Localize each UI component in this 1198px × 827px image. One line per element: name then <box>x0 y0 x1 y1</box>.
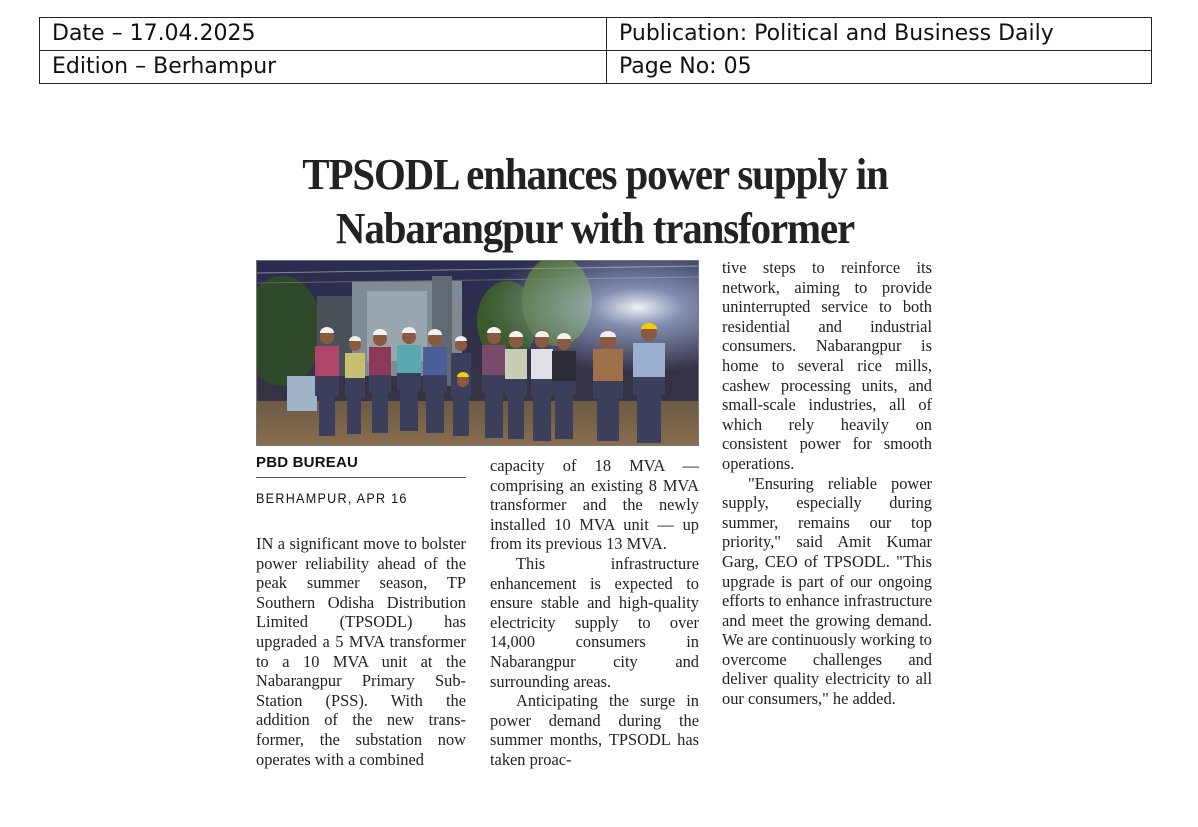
byline-divider <box>256 477 466 478</box>
paragraph: This infrastructure enhancement is expected to ensure stable and high-quality electricity supply to over 14,000 consumers in Nabarangpur city and surrounding areas. <box>490 553 699 691</box>
article-byline <box>256 454 466 506</box>
date-cell: Date – 17.04.2025 <box>40 18 607 51</box>
headline-line-2: Nabarangpur with transformer <box>335 204 855 253</box>
edition-cell: Edition – Berhampur <box>40 51 607 84</box>
publication-cell: Publication: Political and Business Daily <box>607 18 1152 51</box>
page-number-cell: Page No: 05 <box>607 51 1152 84</box>
paragraph: capacity of 18 MVA — comprising an existing 8 MVA transformer and the newly installed 10 MVA unit — up from its previous 13 MVA. <box>490 456 699 554</box>
paragraph: tive steps to reinforce its network, aiming to provide uninterrupted service to both residential and industrial consumers. Nabarangpur is home to several rice mills, cashew processing units, and small-scale industries, all of which rely heavily on consistent power for smooth operations. <box>722 258 932 473</box>
paragraph: IN a significant move to bolster power reliability ahead of the peak summer season, TP Southern Odisha Distribution Limited (TPSODL) has upgraded a 5 MVA transformer to a 10 MVA unit at the Nabarangpur Primary Sub-Station (PSS). With the addition of the new transformer, the substation now operates with a combined <box>256 534 466 769</box>
publication-info-table <box>39 17 1152 84</box>
dateline: BERHAMPUR, APR 16 <box>256 490 408 506</box>
paragraph: Anticipating the surge in power demand during the summer months, TPSODL has taken proac- <box>490 691 699 769</box>
headline-line-1: TPSODL enhances power supply in <box>302 150 888 199</box>
article-column-1 <box>256 534 466 769</box>
bureau-name: PBD BUREAU <box>256 454 359 471</box>
article-photo-substation-team <box>256 260 699 446</box>
article-column-2 <box>490 456 699 770</box>
paragraph: "Ensuring reliable power supply, especially during summer, remains our top priority," said Amit Kumar Garg, CEO of TPSODL. "This upgrade is part of our ongoing efforts to enhance infrastructure and meet the growing demand. We are continuously working to overcome challenges and deliver quality electricity to all our consumers," he added. <box>722 473 932 709</box>
article-column-3 <box>722 258 932 709</box>
